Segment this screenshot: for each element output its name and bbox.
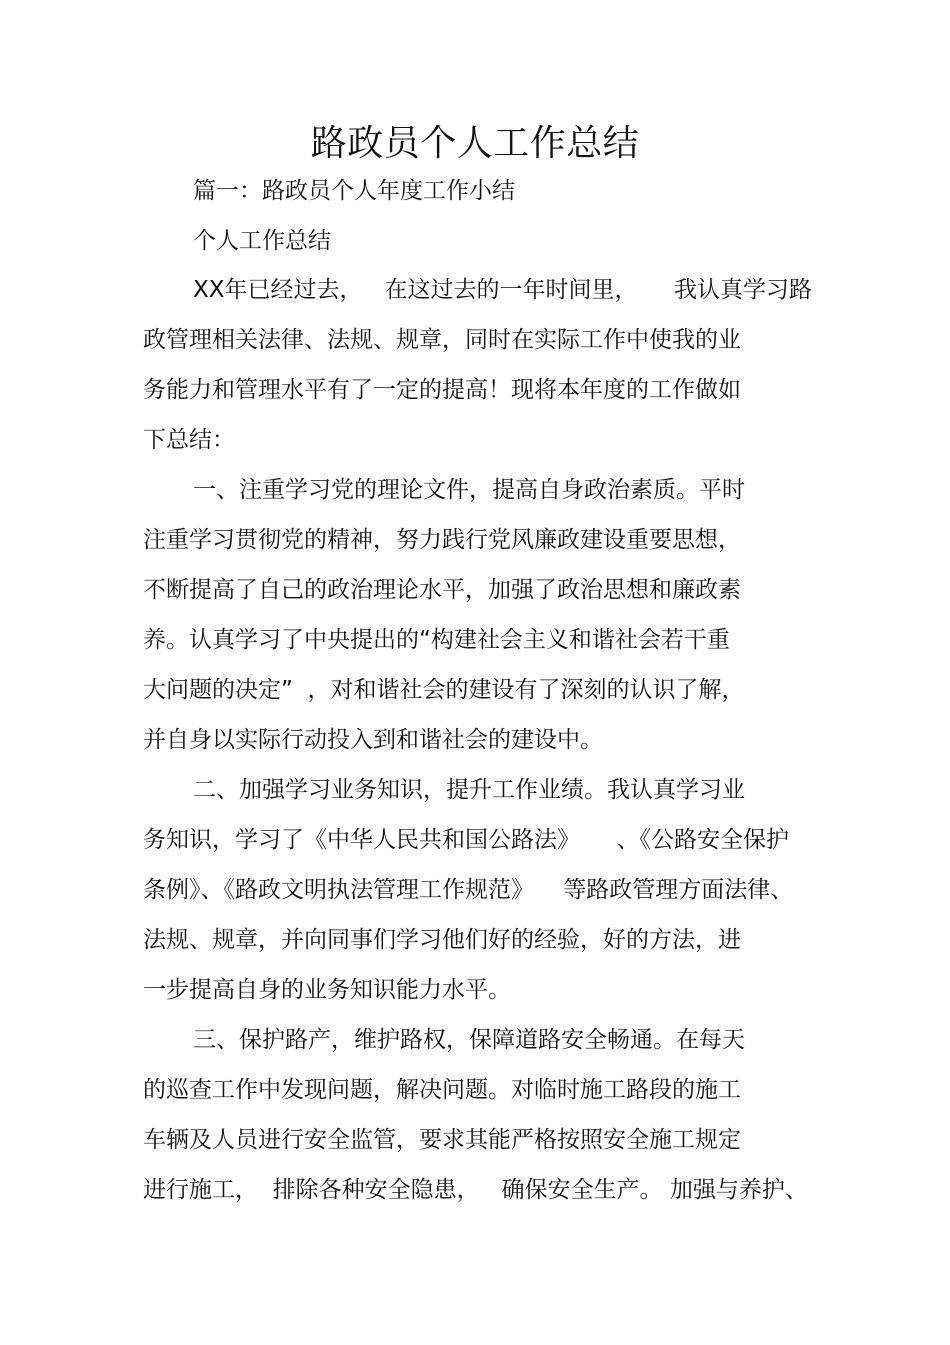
- section-heading: 篇一：路政员个人年度工作小结: [193, 178, 515, 204]
- paragraph-line: 务能力和管理水平有了一定的提高！现将本年度的工作做如: [143, 377, 741, 403]
- paragraph-line: 二、加强学习业务知识，提升工作业绩。我认真学习业: [193, 777, 745, 803]
- paragraph-line: 并自身以实际行动投入到和谐社会的建设中。: [143, 727, 603, 753]
- paragraph-line: 车辆及人员进行安全监管，要求其能严格按照安全施工规定: [143, 1127, 741, 1153]
- paragraph-line: 条例》、《路政文明执法管理工作规范》 等路政管理方面法律、: [143, 877, 794, 903]
- document-title: 路政员个人工作总结: [310, 123, 640, 164]
- paragraph-line: 不断提高了自己的政治理论水平，加强了政治思想和廉政素: [143, 577, 741, 603]
- paragraph-line: XX年已经过去， 在这过去的一年时间里， 我认真学习路: [193, 277, 813, 303]
- paragraph-line: 一、注重学习党的理论文件，提高自身政治素质。平时: [193, 477, 745, 503]
- paragraph-line: 务知识，学习了《中华人民共和国公路法》 、《公路安全保护: [143, 827, 790, 853]
- paragraph-line: 三、保护路产，维护路权，保障道路安全畅通。在每天: [193, 1027, 745, 1053]
- paragraph-line: 进行施工， 排除各种安全隐患， 确保安全生产。 加强与养护、: [143, 1177, 808, 1203]
- paragraph-line: 下总结：: [143, 427, 235, 453]
- subheading: 个人工作总结: [193, 228, 331, 254]
- paragraph-line: 政管理相关法律、法规、规章，同时在实际工作中使我的业: [143, 327, 741, 353]
- paragraph-line: 大问题的决定” ，对和谐社会的建设有了深刻的认识了解，: [143, 677, 745, 703]
- paragraph-line: 的巡查工作中发现问题，解决问题。对临时施工路段的施工: [143, 1077, 741, 1103]
- paragraph-line: 养。认真学习了中央提出的“构建社会主义和谐社会若干重: [143, 627, 730, 653]
- paragraph-line: 注重学习贯彻党的精神，努力践行党风廉政建设重要思想，: [143, 527, 741, 553]
- paragraph-line: 一步提高自身的业务知识能力水平。: [143, 977, 511, 1003]
- paragraph-line: 法规、规章，并向同事们学习他们好的经验，好的方法，进: [143, 927, 741, 953]
